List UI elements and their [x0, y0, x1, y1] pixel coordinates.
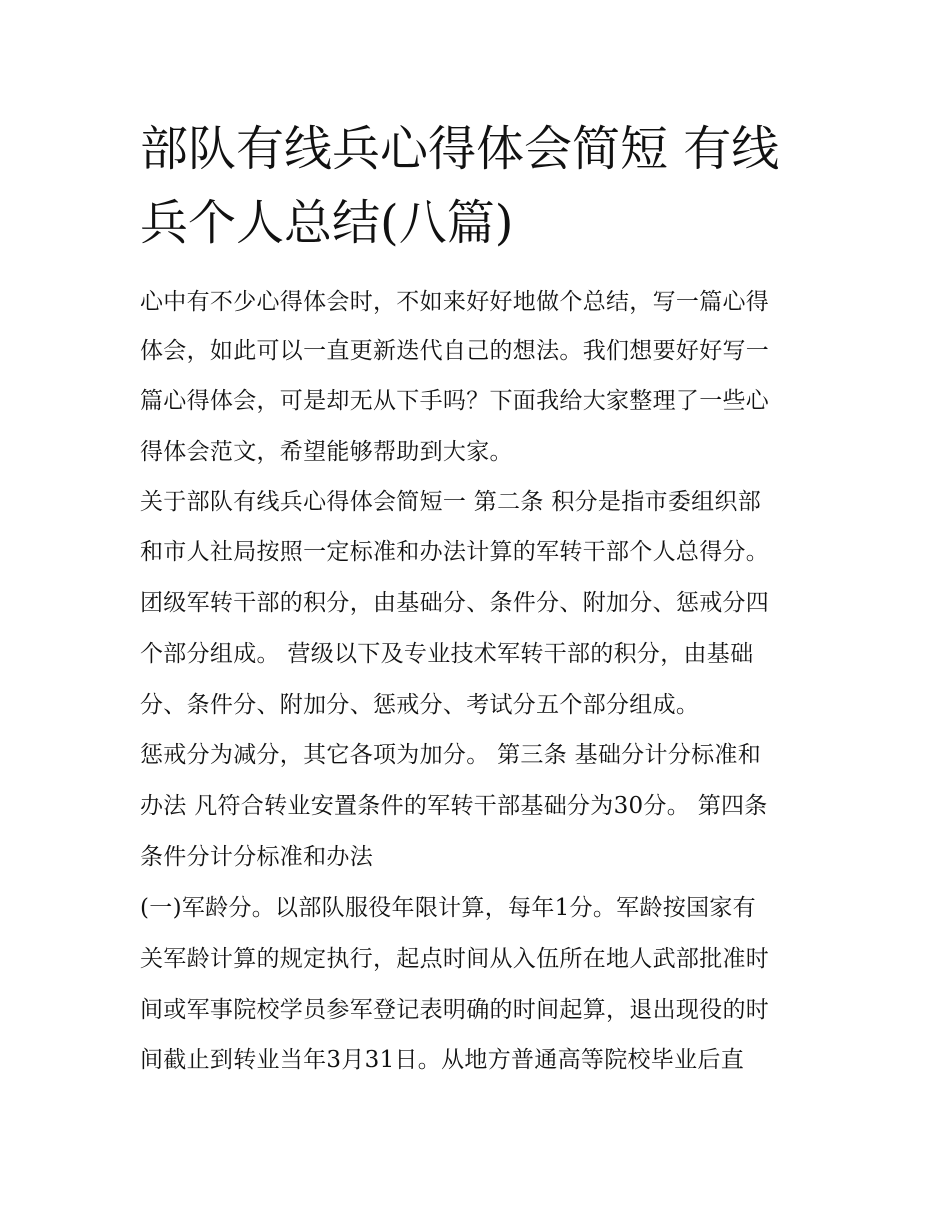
body-line: 得体会范文，希望能够帮助到大家。	[140, 439, 513, 465]
title-line-1: 部队有线兵心得体会简短 有线	[140, 121, 780, 177]
body-line: 关于部队有线兵心得体会简短一 第二条 积分是指市委组织部	[140, 489, 762, 515]
body-line: 心中有不少心得体会时，不如来好好地做个总结，写一篇心得	[140, 289, 770, 315]
body-line: 和市人社局按照一定标准和办法计算的军转干部个人总得分。	[140, 539, 770, 565]
body-line: 办法 凡符合转业安置条件的军转干部基础分为30分。 第四条	[140, 793, 768, 819]
body-line: 间或军事院校学员参军登记表明确的时间起算，退出现役的时	[140, 997, 770, 1023]
body-line: 关军龄计算的规定执行，起点时间从入伍所在地人武部批准时	[140, 946, 770, 972]
body-line: 间截止到转业当年3月31日。从地方普通高等院校毕业后直	[140, 1047, 744, 1073]
body-line: 个部分组成。 营级以下及专业技术军转干部的积分，由基础	[140, 641, 754, 667]
body-line: 惩戒分为减分，其它各项为加分。 第三条 基础分计分标准和	[140, 742, 762, 768]
title-line-2: 兵个人总结(八篇)	[140, 195, 514, 251]
body-line: 团级军转干部的积分，由基础分、条件分、附加分、惩戒分四	[140, 590, 770, 616]
body-line: (一)军龄分。以部队服役年限计算，每年1分。军龄按国家有	[140, 895, 756, 921]
body-line: 篇心得体会，可是却无从下手吗？下面我给大家整理了一些心	[140, 388, 770, 414]
body-line: 体会，如此可以一直更新迭代自己的想法。我们想要好好写一	[140, 338, 770, 364]
body-line: 分、条件分、附加分、惩戒分、考试分五个部分组成。	[140, 692, 700, 718]
document-title	[140, 112, 820, 260]
body-line: 条件分计分标准和办法	[140, 844, 373, 870]
